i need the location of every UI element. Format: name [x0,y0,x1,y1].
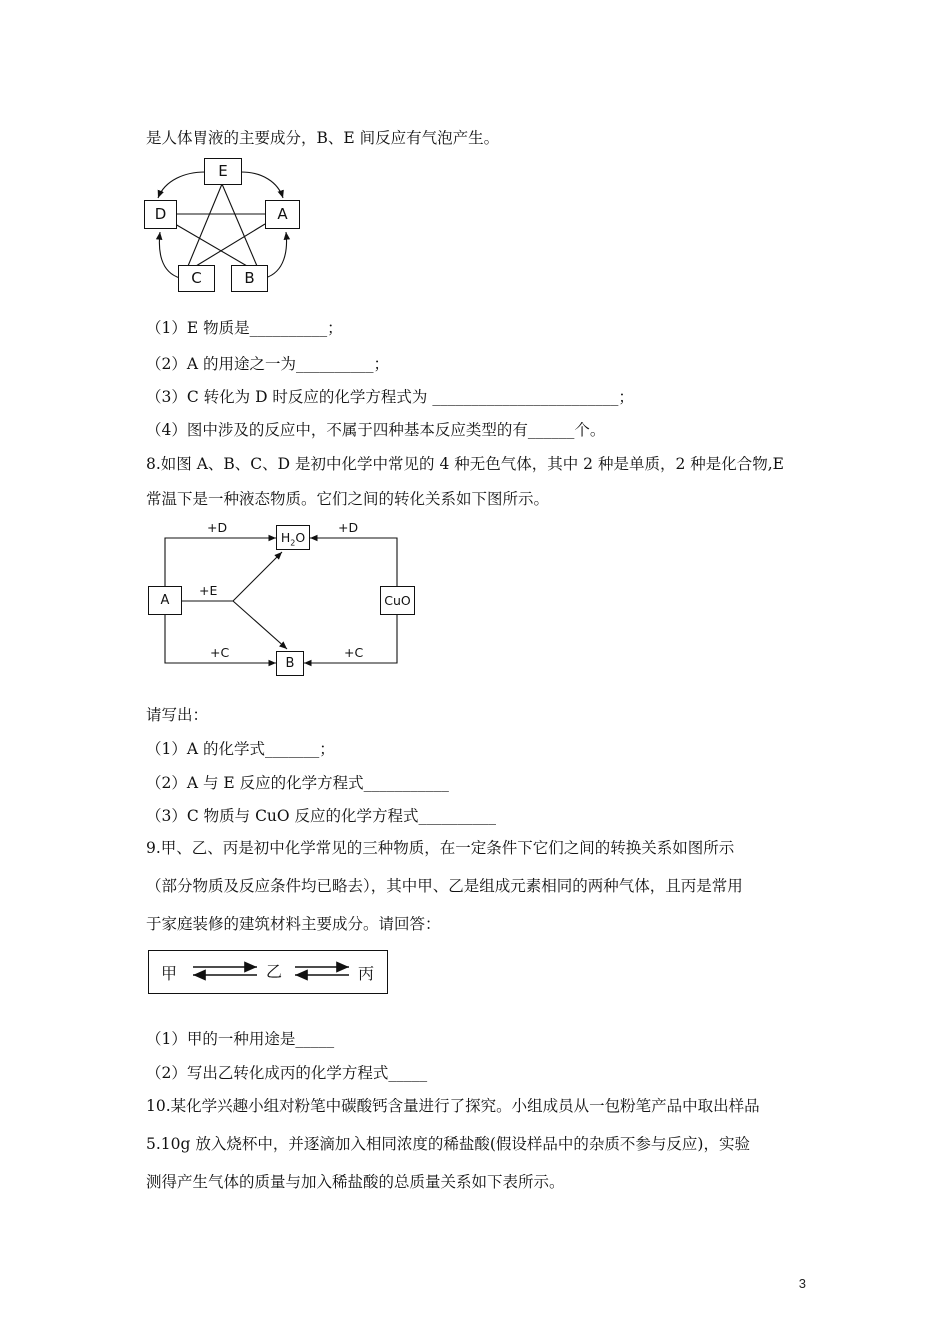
q7-intro: 是人体胃液的主要成分，B、E 间反应有气泡产生。 [146,129,500,147]
q10-line3: 测得产生气体的质量与加入稀盐酸的总质量关系如下表所示。 [146,1173,565,1191]
q7-node-c: C [178,265,215,292]
q8-node-h2o [276,525,310,550]
q8-node-cuo: CuO [380,586,415,615]
q8-label-bottom-left: +C [210,645,230,660]
q7-node-a: A [265,200,300,229]
q8-label-top-right: +D [338,520,359,535]
q8-label-bottom-right: +C [344,645,364,660]
q8-node-a: A [148,586,182,615]
q8-node-b: B [276,651,304,676]
q10-line1: 10.某化学兴趣小组对粉笔中碳酸钙含量进行了探究。小组成员从一包粉笔产品中取出样品 [146,1097,760,1115]
q8-label-mid: +E [199,583,218,598]
q9-stem-line3: 于家庭装修的建筑材料主要成分。请回答： [146,915,441,933]
q7-node-b: B [231,265,268,292]
q9-item-1: （1）甲的一种用途是_____ [146,1030,335,1048]
q9-node-yi: 乙 [266,962,283,981]
page-number: 3 [798,1276,806,1291]
q8-item-1: （1）A 的化学式_______； [146,740,335,758]
q7-item-1: （1）E 物质是__________； [146,319,343,337]
q8-h2o-sub: 2 [290,538,296,548]
q9-stem-line2: （部分物质及反应条件均已略去），其中甲、乙是组成元素相同的两种气体，且丙是常用 [146,877,743,895]
q7-item-2: （2）A 的用途之一为__________； [146,355,389,373]
q9-diagram [148,950,388,994]
q8-label-top-left: +D [207,520,228,535]
q7-node-d: D [144,200,177,229]
q8-prompt: 请写出： [146,706,209,724]
q10-line2: 5.10g 放入烧杯中，并逐滴加入相同浓度的稀盐酸(假设样品中的杂质不参与反应)，实验 [146,1135,750,1153]
q9-node-jia: 甲 [161,964,178,983]
q7-item-4: （4）图中涉及的反应中，不属于四种基本反应类型的有______个。 [146,421,606,439]
q8-item-3: （3）C 物质与 CuO 反应的化学方程式__________ [146,807,497,825]
q9-node-bing: 丙 [358,964,375,983]
q8-stem-line2: 常温下是一种液态物质。它们之间的转化关系如下图所示。 [146,490,550,508]
q7-node-e: E [204,158,242,185]
q8-item-2: （2）A 与 E 反应的化学方程式___________ [146,774,449,792]
q9-item-2: （2）写出乙转化成丙的化学方程式_____ [146,1064,428,1082]
q7-item-3: （3）C 转化为 D 时反应的化学方程式为 ________________________； [146,388,634,406]
q8-h2o-h: H [280,530,291,545]
q8-stem-line1: 8.如图 A、B、C、D 是初中化学中常见的 4 种无色气体，其中 2 种是单质，2 种是化合物,E [146,455,784,473]
q8-h2o-o: O [295,530,306,545]
q9-stem-line1: 9.甲、乙、丙是初中化学常见的三种物质，在一定条件下它们之间的转换关系如图所示 [146,839,735,857]
